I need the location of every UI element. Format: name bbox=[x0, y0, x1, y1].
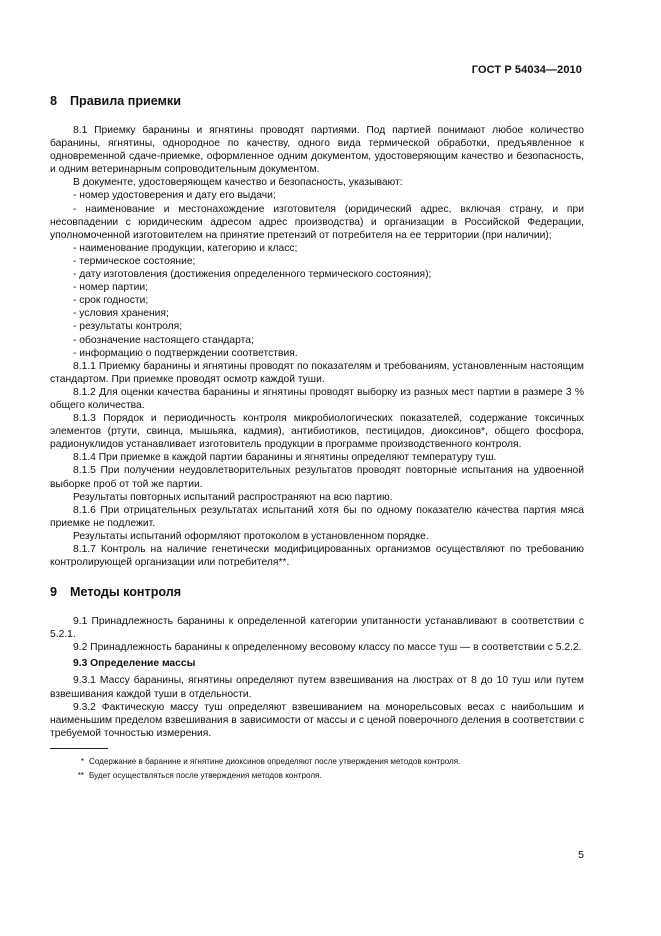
paragraph-9-2: 9.2 Принадлежность баранины к определенному весовому классу по массе туш — в соответствии с 5.2.2. bbox=[73, 642, 582, 654]
footnote-divider bbox=[50, 748, 108, 749]
paragraph-8-1-1: 8.1.1 Приемку баранины и ягнятины проводят по показателям и требованиям, установленным настоящим стандартом. При приемке проводят осмотр каждой туши. bbox=[50, 360, 584, 385]
list-item: - наименование продукции, категорию и класс; bbox=[73, 242, 298, 254]
list-item: - дату изготовления (достижения определенного термического состояния); bbox=[73, 269, 432, 281]
paragraph-9-3-1: 9.3.1 Массу баранины, ягнятины определяют путем взвешивания на люстрах от 8 до 10 туш или путем взвешивания каждой туши в отдельности. bbox=[50, 675, 584, 700]
paragraph-8-1-2: 8.1.2 Для оценки качества баранины и ягнятины проводят выборку из разных мест партии в размере 3 % общего количества. bbox=[50, 386, 584, 411]
list-item: - результаты контроля; bbox=[73, 321, 183, 333]
list-item: - наименование и местонахождение изготовителя (юридический адрес, включая страну, и при несовпадении с юридическим адресом адрес производства) и организации в Российской Федерации, уполномоченной изготовителем на принятие претензий от потребителя на ее территории (при наличии); bbox=[50, 203, 584, 241]
paragraph-8-1-6: 8.1.6 При отрицательных результатах испытаний хотя бы по одному показателю качества партия мяса приемке не подлежит. bbox=[50, 504, 584, 529]
section-9-number: 9 bbox=[50, 585, 58, 600]
subsection-9-3-heading: 9.3 Определение массы bbox=[73, 658, 196, 670]
paragraph-8-1-5: 8.1.5 При получении неудовлетворительных результатов проводят повторные испытания на удвоенной выборке проб от той же партии. bbox=[50, 465, 584, 490]
section-8-heading bbox=[50, 92, 584, 110]
paragraph-document-intro: В документе, удостоверяющем качество и безопасность, указывают: bbox=[73, 177, 403, 189]
section-9-title: Методы контроля bbox=[70, 585, 182, 600]
footnote bbox=[50, 769, 584, 783]
list-item: - условия хранения; bbox=[73, 308, 169, 320]
page-content bbox=[50, 92, 584, 783]
footnote bbox=[50, 755, 584, 769]
list-item: - срок годности; bbox=[73, 295, 149, 307]
section-8-number: 8 bbox=[50, 94, 58, 108]
footnote-mark: ** bbox=[77, 770, 84, 780]
paragraph-8-1: 8.1 Приемку баранины и ягнятины проводят партиями. Под партией понимают любое количество баранины, ягнятины, однородное по качеству, одного вида термической обработки, предъявленное к одновременной сдаче-приемке, оформленное одним документом, удостоверяющим качество и безопасность, и одним ветеринарным сопроводительным документом. bbox=[50, 125, 584, 176]
list-item: - номер партии; bbox=[73, 282, 148, 294]
footnote-text: Будет осуществляться после утверждения методов контроля. bbox=[89, 770, 322, 780]
paragraph-8-1-4: 8.1.4 При приемке в каждой партии баранины и ягнятины определяют температуру туш. bbox=[73, 452, 497, 464]
page-number: 5 bbox=[578, 849, 584, 861]
standard-header: ГОСТ Р 54034—2010 bbox=[471, 64, 582, 76]
paragraph-9-1: 9.1 Принадлежность баранины к определенной категории упитанности устанавливают в соответствии с 5.2.1. bbox=[50, 616, 584, 641]
paragraph-protocol: Результаты испытаний оформляют протоколом в установленном порядке. bbox=[73, 530, 429, 542]
list-item: - номер удостоверения и дату его выдачи; bbox=[73, 190, 276, 202]
section-9-heading bbox=[50, 583, 584, 601]
section-8-title: Правила приемки bbox=[70, 94, 181, 108]
footnote-text: Содержание в баранине и ягнятине диоксинов определяют после утверждения методов контроля. bbox=[89, 756, 461, 766]
list-item: - информацию о подтверждении соответствия. bbox=[73, 347, 298, 359]
paragraph-8-1-3: 8.1.3 Порядок и периодичность контроля микробиологических показателей, содержание токсичных элементов (ртути, свинца, мышьяка, кадмия), антибиотиков, пестицидов, диоксинов*, общего фосфора, радионуклидов устанавливает изготовитель продукции в программе производственного контроля. bbox=[50, 413, 584, 451]
paragraph-9-3-2: 9.3.2 Фактическую массу туш определяют взвешиванием на монорельсовых весах с наибольшим и наименьшим пределом взвешивания в зависимости от массы и с ценой поверочного деления в соответствии с требуемой точностью измерения. bbox=[50, 701, 584, 739]
list-item: - обозначение настоящего стандарта; bbox=[73, 334, 254, 346]
list-item: - термическое состояние; bbox=[73, 255, 196, 267]
paragraph-repeat-results: Результаты повторных испытаний распространяют на всю партию. bbox=[73, 491, 393, 503]
paragraph-8-1-7: 8.1.7 Контроль на наличие генетически модифицированных организмов осуществляют по требованию контролирующей организации или потребителя**. bbox=[50, 544, 584, 569]
footnote-mark: * bbox=[80, 756, 84, 766]
